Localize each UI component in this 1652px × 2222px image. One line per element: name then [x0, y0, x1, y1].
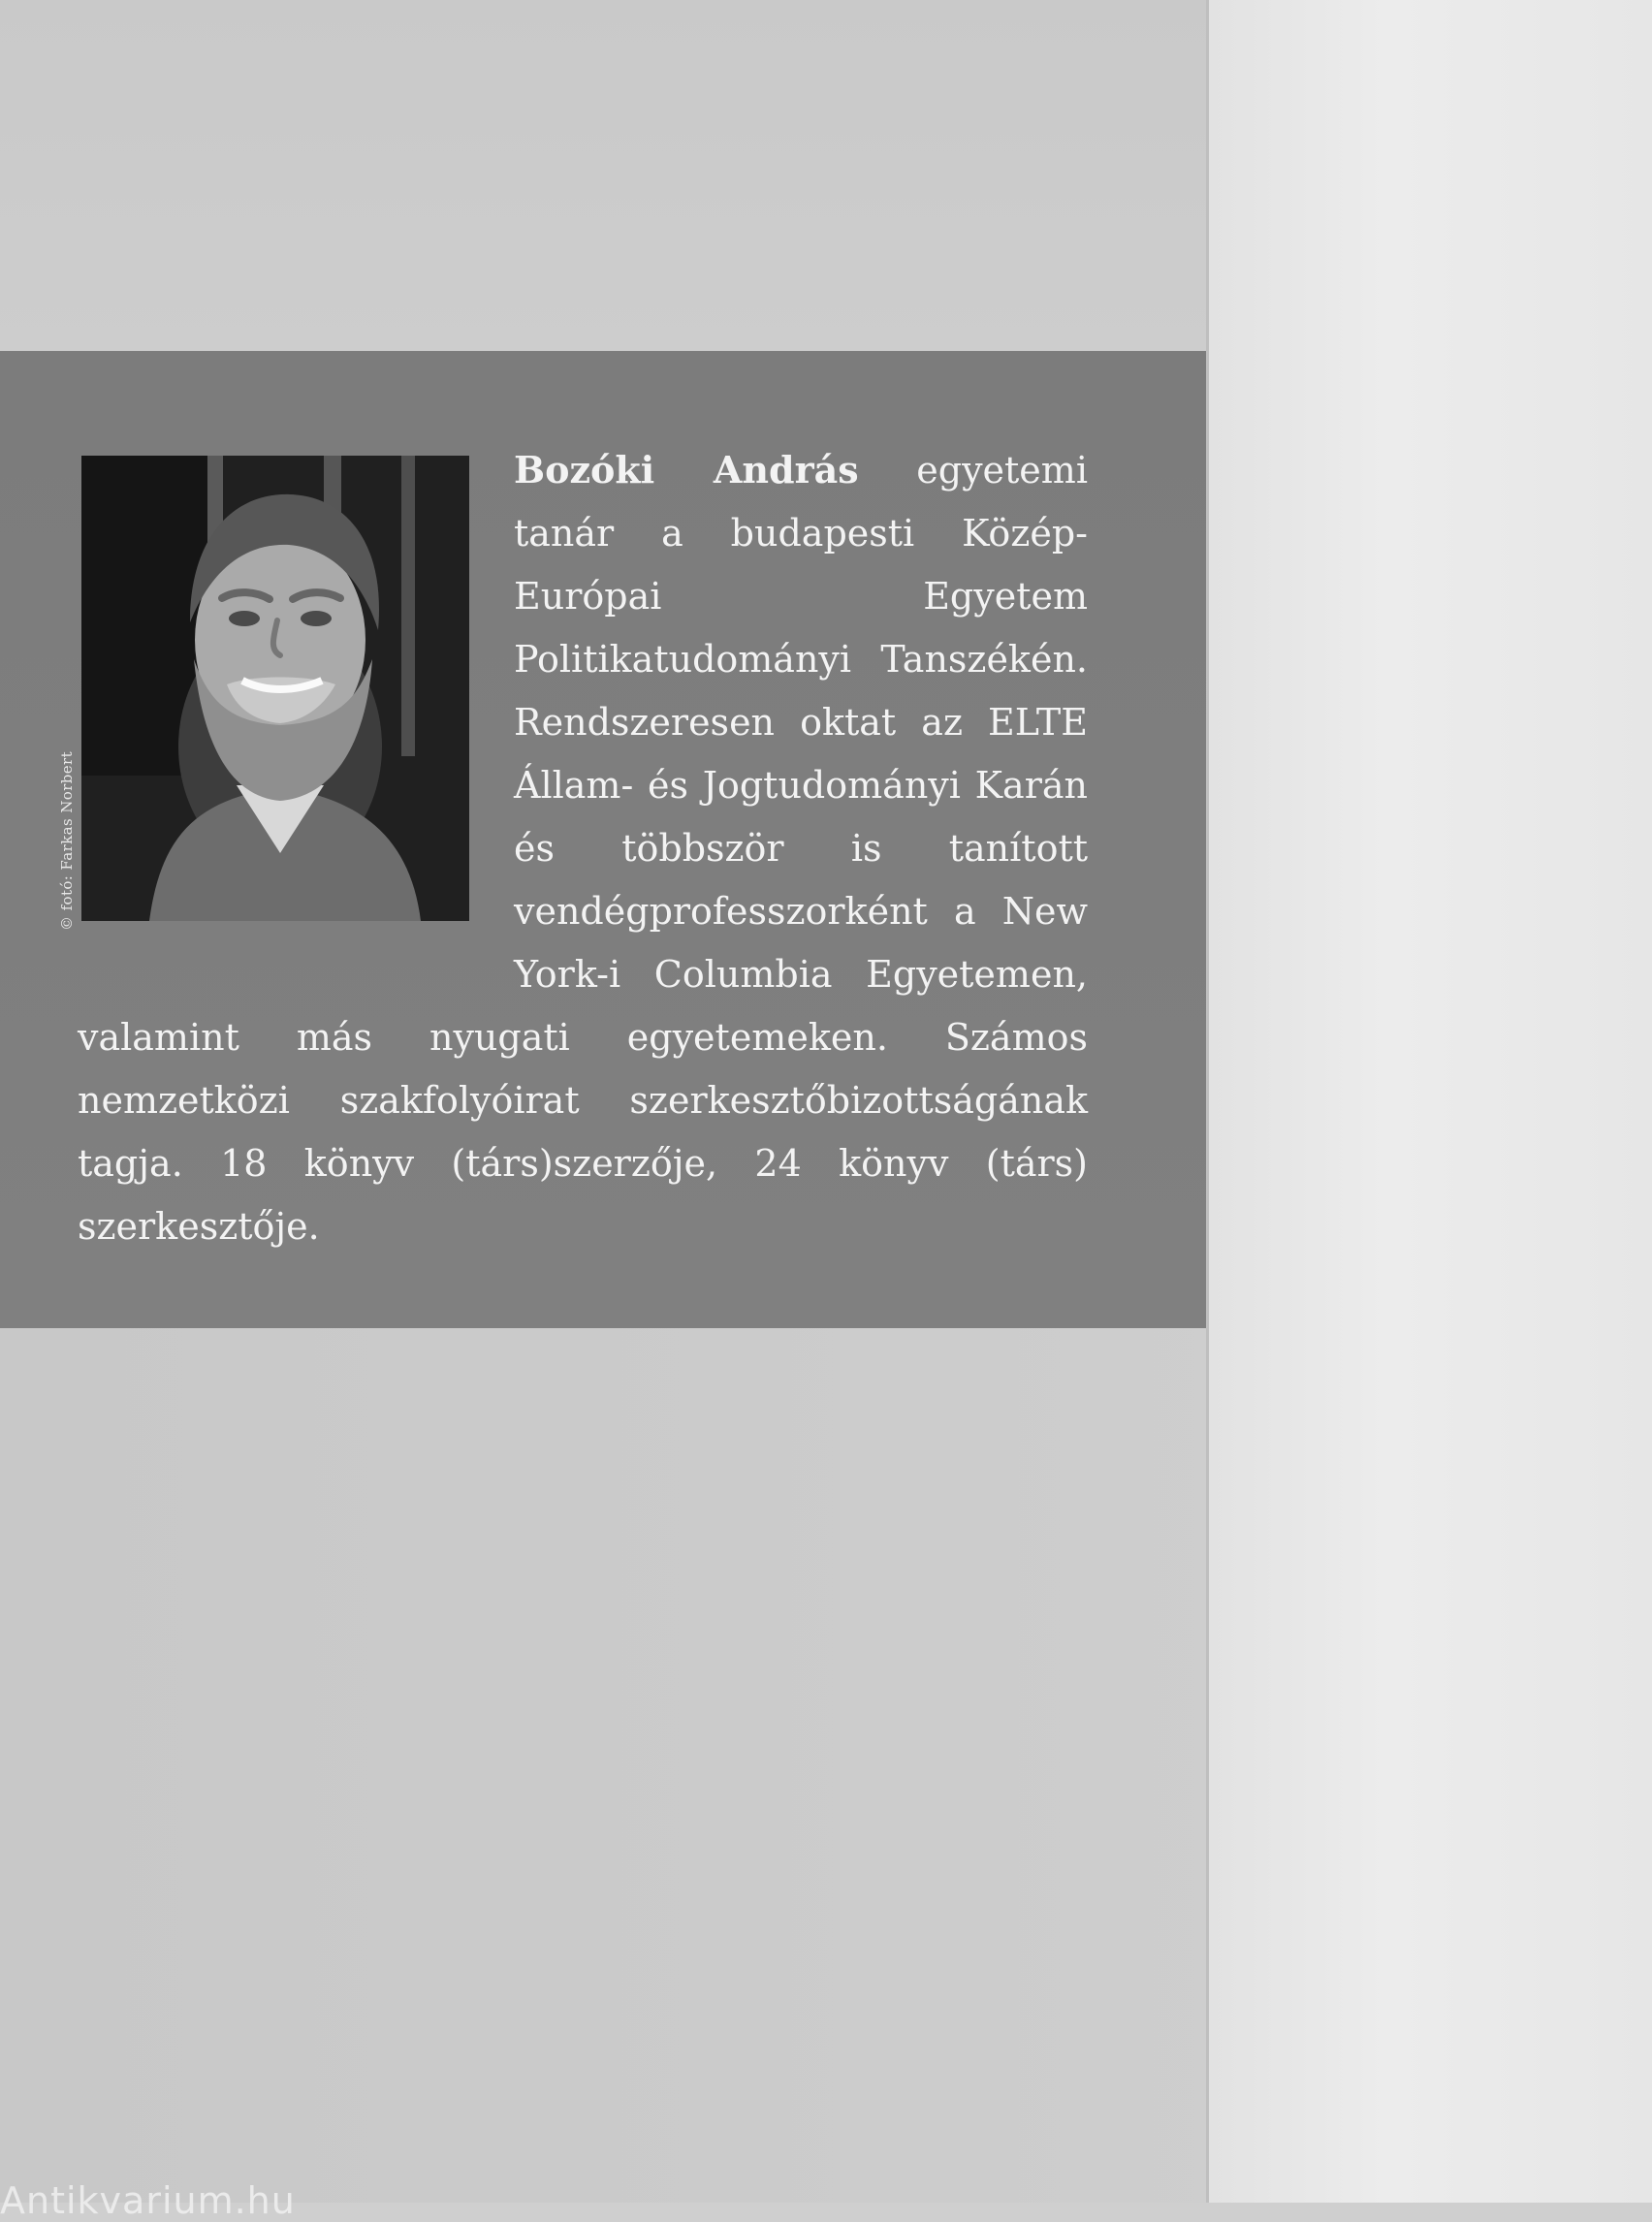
top-band	[0, 0, 1206, 351]
author-name: Bozóki András	[514, 448, 859, 492]
author-biography	[78, 438, 1088, 1258]
photo-credit: © fotó: Farkas Norbert	[58, 750, 76, 931]
author-biography-text: egyetemi tanár a budapesti Közép-Európai Egyetem Politikatudományi Tanszékén. Rendszeresen oktat az ELTE Állam- és Jogtudományi Karán és többször is tanított vendégprofesszorként a New York-i Columbia Egyetemen, valamint más nyugati egyetemeken. Számos nemzetközi szakfolyóirat szerkesztőbizottságának tagja. 18 könyv (társ)szerzője, 24 könyv (társ) szerkesztője.	[78, 449, 1088, 1248]
facing-page	[1206, 0, 1652, 2203]
website-watermark: Antikvarium.hu	[0, 2179, 296, 2222]
portrait-spacer	[78, 438, 514, 944]
